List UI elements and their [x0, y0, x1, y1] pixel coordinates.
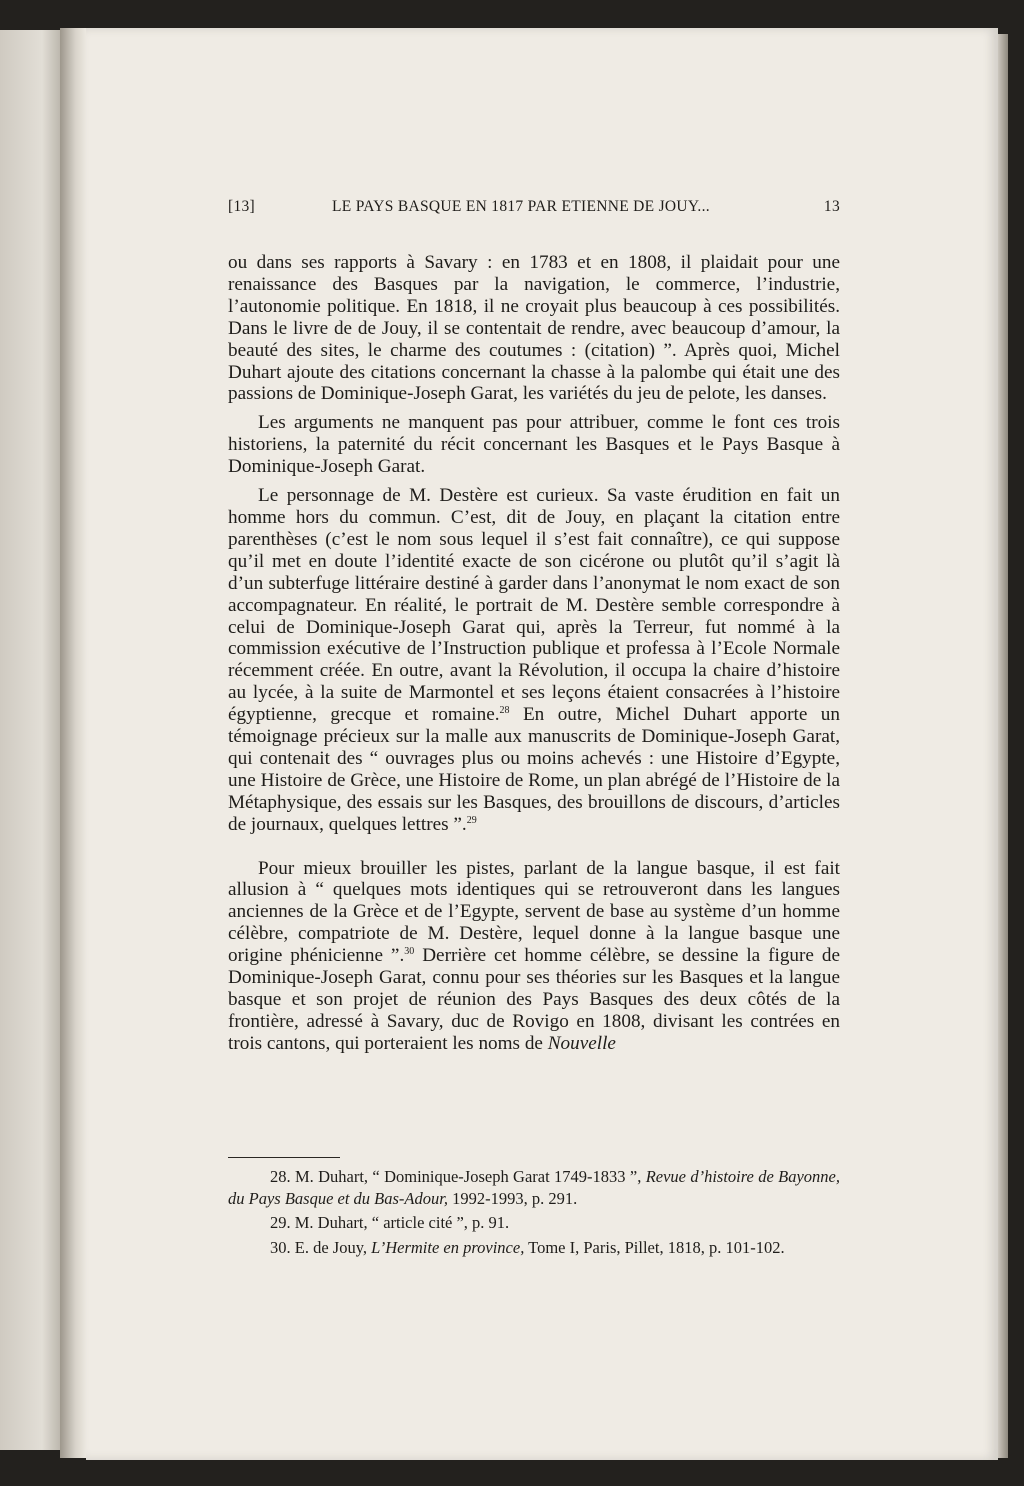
paragraph-3-text-continued: En outre, Michel Duhart apporte un témoignage précieux sur la malle aux manuscrits de Dominique-Joseph Garat, qui contenait des “ ouvrages plus ou moins achevés : une Histoire d’Egypte, une Histoire de Grèce, une Histoire de Rome, un plan abrégé de l’Histoire de la Métaphysique, des essais sur les Basques, des brouillons de discours, d’articles de journaux, quelques lettres ”.: [228, 704, 840, 835]
paragraph-3-text: Le personnage de M. Destère est curieux. Sa vaste érudition en fait un homme hors du commun. C’est, dit de Jouy, en plaçant la citation entre parenthèses (c’est le nom sous lequel il s’est fait connaître), ce qui suppose qu’il met en doute l’identité exacte de son cicérone ou plutôt qu’il s’agit là d’un subterfuge littéraire destiné à garder dans l’anonymat le nom exact de son accompagnateur. En réalité, le portrait de M. Destère semble correspondre à celui de Dominique-Joseph Garat qui, après la Terreur, fut nommé à la commission exécutive de l’Instruction publique et professa à l’Ecole Normale récemment créée. En outre, avant la Révolution, il occupa la chaire d’histoire au lycée, à la suite de Marmontel et ses leçons étaient consacrées à l’histoire égyptienne, grecque et romaine.: [228, 485, 840, 726]
footnote-28-end: 1992-1993, p. 291.: [447, 1188, 578, 1208]
footnote-ref-28: 28: [499, 705, 510, 717]
footnote-28: [228, 1166, 840, 1209]
footnote-30: [228, 1237, 840, 1259]
left-page-edge: [0, 30, 60, 1450]
page-edge: [998, 34, 1008, 1458]
paragraph-4-text: Pour mieux brouiller les pistes, parlant de la langue basque, il est fait allusion à “ quelques mots identiques qui se retrouveront dans les langues anciennes de la Grèce et de l’Egypte, servent de base au système d’un homme célèbre, compatriote de M. Destère, lequel donne à la langue basque une origine phénicienne ”.: [228, 857, 840, 967]
footnote-29: [228, 1212, 840, 1234]
footnote-30-text: 30. E. de Jouy,: [270, 1237, 372, 1257]
footnote-ref-30: 30: [404, 946, 415, 958]
paragraph-4: [228, 858, 840, 1055]
paragraph-1: ou dans ses rapports à Savary : en 1783 et en 1808, il plaidait pour une renaissance des Basques par la navigation, le commerce, l’industrie, l’autonomie politique. En 1818, il ne croyait plus beaucoup à ces possibilités. Dans le livre de de Jouy, il se contentait de rendre, avec beaucoup d’amour, la beauté des sites, le charme des coutumes : (citation) ”. Après quoi, Michel Duhart ajoute des citations concernant la chasse à la palombe qui était une des passions de Dominique-Joseph Garat, les variétés du jeu de pelote, les danses.: [228, 252, 840, 405]
header-page-number: 13: [823, 198, 840, 215]
header-bracket-number: [13]: [228, 198, 256, 215]
footnote-30-title: L’Hermite en province,: [371, 1237, 525, 1257]
header-title: LE PAYS BASQUE EN 1817 PAR ETIENNE DE JOUY...: [332, 198, 710, 215]
footnote-29-text: 29. M. Duhart, “ article cité ”, p. 91.: [270, 1213, 510, 1232]
book-gutter: [60, 28, 86, 1458]
paragraph-3: [228, 485, 840, 836]
paragraph-4-italic-word: Nouvelle: [547, 1032, 616, 1054]
footnote-30-end: Tome I, Paris, Pillet, 1818, p. 101-102.: [524, 1237, 785, 1257]
paragraph-2: Les arguments ne manquent pas pour attribuer, comme le font ces trois historiens, la paternité du récit concernant les Basques et le Pays Basque à Dominique-Joseph Garat.: [228, 412, 840, 478]
body-text: [228, 252, 840, 1055]
footnotes: [228, 1166, 840, 1261]
footnote-rule: [228, 1157, 340, 1158]
footnote-ref-29: 29: [466, 814, 477, 826]
footnote-28-text: 28. M. Duhart, “ Dominique-Joseph Garat 1749-1833 ”,: [270, 1167, 646, 1186]
footnote-28-title: Revue d’histoire de Bayonne, du Pays Basque et du Bas-Adour,: [228, 1167, 840, 1208]
paragraph-4-text-continued: Derrière cet homme célèbre, se dessine la figure de Dominique-Joseph Garat, connu pour ses théories sur les Basques et la langue basque et son projet de réunion des Pays Basques des deux côtés de la frontière, adressé à Savary, duc de Rovigo en 1808, divisant les contrées en trois cantons, qui porteraient les noms de: [228, 945, 840, 1054]
